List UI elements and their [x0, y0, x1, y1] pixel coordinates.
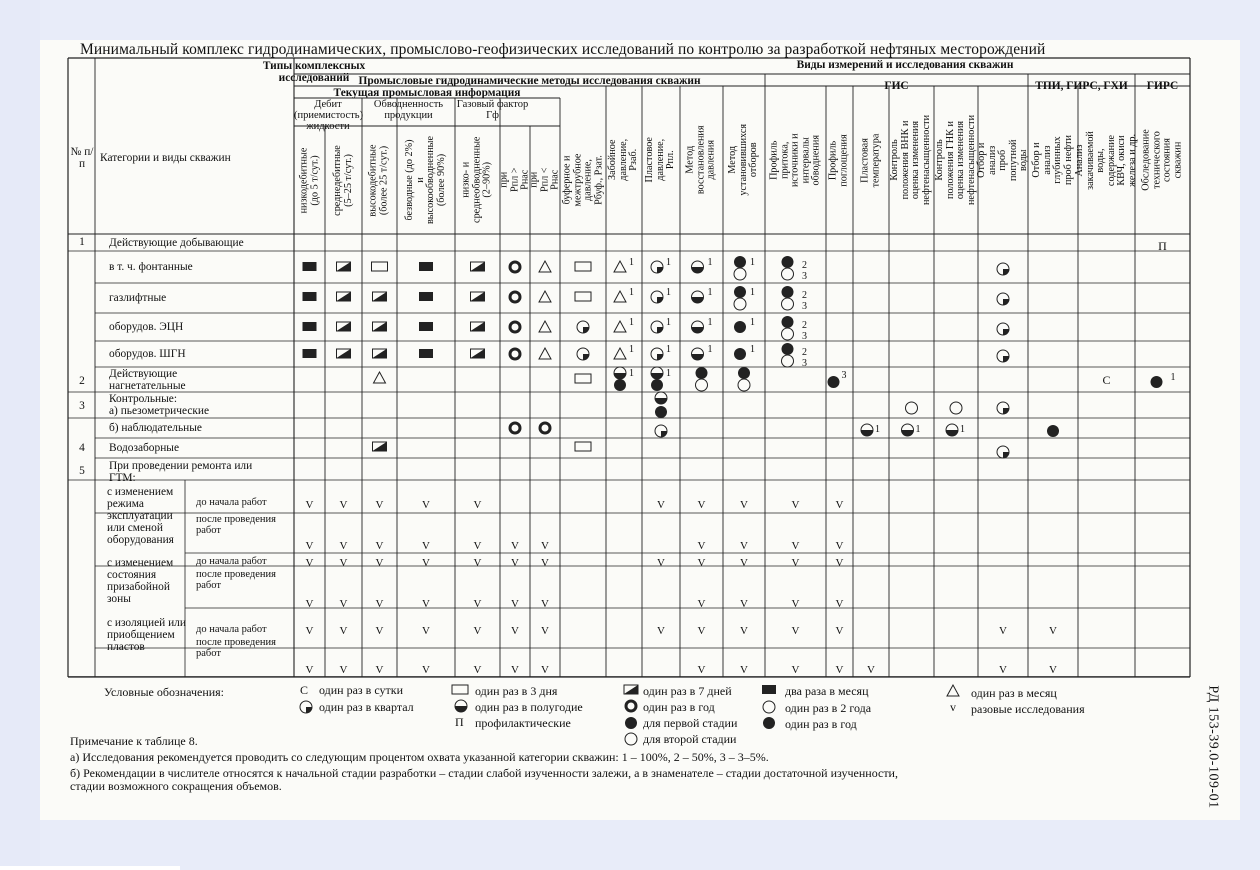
header-hydro: Промысловые гидродинамические методы исследования скважин [358, 75, 701, 87]
check-mark: V [697, 499, 706, 511]
check-mark: V [375, 540, 384, 552]
column-header-pressure-recovery: Метод восстановления давления [684, 125, 717, 195]
check-mark: V [422, 625, 430, 637]
check-mark: V [697, 664, 706, 676]
check-mark: V [422, 557, 430, 569]
check-mark: V [305, 499, 314, 511]
superscript: 3 [841, 370, 847, 381]
column-header-reservoir-pressure: Пластовое давление, Pпл. [644, 137, 677, 183]
check-mark: V [375, 625, 384, 637]
column-header-gas-below: при Pпл < Pнас [528, 167, 561, 193]
check-mark: V [339, 664, 348, 676]
legend-second-stage: для второй стадии [643, 732, 737, 746]
column-header-dry-or-high-water: безводные (до 2%) и высокообводненные (более 90%) [404, 135, 447, 225]
check-mark: V [867, 664, 875, 676]
check-mark: V [835, 540, 844, 552]
column-header-low-debit: низкодебитные (до 5 т/сут.) [298, 147, 320, 213]
check-mark: V [541, 540, 549, 552]
column-header-absorption-profile: Профиль поглощения [828, 133, 850, 187]
header-category: Категории и виды скважин [100, 152, 231, 164]
check-mark: V [305, 557, 314, 569]
superscript: 1 [666, 344, 671, 355]
row-3-label: Контрольные: [109, 393, 178, 405]
superscript: 1 [750, 344, 755, 355]
stage-after-3: после проведения работ [196, 637, 276, 659]
check-mark: V [473, 625, 482, 637]
check-mark: V [835, 664, 844, 676]
check-mark: V [740, 557, 748, 569]
check-mark: V [422, 540, 430, 552]
legend-title: Условные обозначения: [104, 685, 225, 699]
legend-monthly: один раз в месяц [971, 686, 1057, 700]
superscript: 1 [960, 424, 965, 435]
legend-daily: один раз в сутки [319, 683, 403, 697]
bottom-edge [0, 866, 180, 870]
row-4-num: 4 [79, 442, 85, 454]
header-gas: Газовый фактор Гф [456, 99, 529, 121]
note-c: стадии возможного сокращения объемов. [70, 779, 282, 793]
row-5-label: При проведении ремонта или ГТМ: [109, 460, 253, 484]
fraction-numerator: 2 [802, 260, 807, 271]
row-1-label: Действующие добывающие [109, 237, 244, 249]
row-shgn: оборудов. ШГН [109, 348, 186, 360]
legend-3-days: один раз в 3 дня [475, 684, 558, 698]
column-header-mid-debit: среднедебитные (5–25 т/сут.) [332, 144, 354, 216]
stage-after-1: после проведения работ [196, 514, 276, 536]
column-header-high-debit: высокодебитные (более 25 т/сут.) [368, 143, 390, 217]
check-mark: V [791, 557, 800, 569]
page-title: Минимальный комплекс гидродинамических, промыслово-геофизических исследований по контролю за разработкой нефтяных месторождений [80, 41, 1046, 58]
superscript: 1 [915, 424, 921, 435]
legend-c-letter: С [300, 683, 309, 697]
row-2-label: Действующие нагнетательные [109, 368, 186, 392]
check-mark: V [791, 540, 800, 552]
header-current: Текущая промысловая информация [333, 87, 521, 99]
check-mark: V [339, 557, 348, 569]
row-4-label: Водозаборные [109, 442, 180, 454]
check-mark: V [511, 664, 519, 676]
superscript: 1 [707, 257, 713, 268]
check-mark: V [999, 664, 1007, 676]
fraction-numerator: 2 [802, 347, 807, 358]
check-mark: V [305, 598, 314, 610]
stage-after-2: после проведения работ [196, 569, 276, 591]
row-3-num: 3 [79, 400, 85, 412]
header-num: № п/п [70, 146, 94, 170]
check-mark: V [305, 625, 314, 637]
check-mark: V [657, 625, 665, 637]
legend-first-stage: для первой стадии [643, 716, 738, 730]
check-mark: V [697, 540, 706, 552]
check-mark: V [835, 499, 844, 511]
check-mark: V [305, 664, 314, 676]
check-mark: V [740, 540, 748, 552]
fraction-numerator: 2 [802, 320, 807, 331]
row-3b-label: б) наблюдательные [109, 422, 202, 434]
note-title: Примечание к таблице 8. [70, 734, 198, 748]
group-2-label: с изменением состояния призабойной зоны [107, 557, 174, 605]
superscript: 1 [707, 344, 713, 355]
check-mark: V [541, 557, 549, 569]
column-header-steady-rate: Метод установившихся отборов [727, 124, 760, 196]
check-mark: V [339, 598, 348, 610]
row-2-num: 2 [79, 375, 85, 387]
row-1-num: 1 [79, 236, 85, 248]
fraction-numerator: 2 [802, 290, 807, 301]
check-mark: V [375, 499, 384, 511]
stage-before-3: до начала работ [196, 624, 267, 635]
note-b: б) Рекомендации в числителе относятся к начальной стадии разработки – стадии слабой изученности залежи, а в знаменателе – стадии достаточной изученности, [70, 766, 898, 780]
superscript: 1 [666, 317, 671, 328]
superscript: 1 [629, 317, 634, 328]
check-mark: V [375, 664, 384, 676]
header-gis: ГИС [884, 80, 909, 92]
column-header-oil-samples: Отбор и анализ глубинных проб нефти [1031, 135, 1074, 185]
header-girs: ГИРС [1146, 80, 1179, 92]
column-header-water-samples: Отбор и анализ проб попутной воды [975, 139, 1029, 181]
check-mark: V [473, 540, 482, 552]
fraction-denominator: 3 [802, 358, 807, 369]
check-mark: V [541, 625, 549, 637]
check-mark: V [473, 664, 482, 676]
check-mark: V [697, 625, 706, 637]
legend-quarterly: один раз в квартал [319, 700, 414, 714]
check-mark: V [791, 499, 800, 511]
legend-yearly-2: один раз в год [785, 717, 857, 731]
check-mark: V [657, 499, 665, 511]
note-a: а) Исследования рекомендуется проводить со следующим процентом охвата указанной категории скважин: 1 – 100%, 2 – 50%, 3 – 3–5%. [70, 750, 769, 764]
superscript: 1 [666, 368, 671, 379]
header-water: Обводненность продукции [373, 99, 444, 121]
prophylactic-mark: П [1158, 239, 1167, 253]
check-mark: V [473, 499, 482, 511]
check-mark: V [375, 598, 384, 610]
column-header-reservoir-temp: Пластовая температура [859, 133, 881, 187]
check-mark: V [697, 598, 706, 610]
check-mark: V [339, 499, 348, 511]
document-code: РД 153-39.0-109-01 [1206, 685, 1221, 809]
column-header-vnk-control: Контроль положения ВНК и оценка изменения нефтенасыщенности [889, 114, 933, 206]
check-mark: V [511, 625, 519, 637]
check-mark: V [541, 598, 549, 610]
legend-yearly: один раз в год [643, 700, 715, 714]
header-debit: Дебит (приемистость) жидкости [294, 99, 364, 132]
legend-v-letter: v [950, 700, 956, 714]
superscript: 1 [629, 368, 634, 379]
column-header-bottom-pressure: Забойное давление, Pзаб. [607, 139, 640, 181]
column-header-tech-state: Обследование технического состояния скважин [1140, 129, 1183, 191]
superscript: 1 [707, 287, 713, 298]
group-3-label: с изоляцией или приобщением пластов [107, 617, 186, 653]
check-mark: V [473, 598, 482, 610]
check-mark: V [422, 598, 430, 610]
check-mark: V [305, 540, 314, 552]
group-1-label: с изменением режима эксплуатации или сменой оборудования [107, 486, 174, 546]
check-mark: V [740, 499, 748, 511]
check-mark: V [473, 557, 482, 569]
check-mark: V [791, 664, 800, 676]
superscript: 1 [666, 287, 671, 298]
row-gaslift: газлифтные [109, 292, 167, 304]
check-mark: V [791, 598, 800, 610]
column-header-gnk-control: Контроль положения ГНК и оценка изменения нефтенасыщенности [934, 114, 977, 206]
legend-7-days: один раз в 7 дней [643, 684, 732, 698]
check-mark: V [740, 598, 748, 610]
row-fountain: в т. ч. фонтанные [109, 261, 193, 273]
check-mark: V [511, 557, 519, 569]
header-tpi: ТПИ, ГИРС, ГХИ [1035, 80, 1128, 92]
superscript: 1 [629, 257, 634, 268]
superscript: 1 [875, 424, 880, 435]
superscript: 1 [750, 317, 755, 328]
stage-before-2: до начала работ [196, 556, 267, 567]
check-mark: V [657, 557, 665, 569]
superscript: 1 [1170, 372, 1176, 383]
check-mark: V [740, 625, 748, 637]
row-3a-label: а) пьезометрические [109, 405, 210, 417]
check-mark: V [740, 664, 748, 676]
check-mark: V [999, 625, 1007, 637]
legend-twice-month: два раза в месяц [785, 684, 869, 698]
daily-mark: С [1102, 373, 1111, 387]
stage-before-1: до начала работ [196, 497, 267, 508]
fraction-denominator: 3 [802, 301, 807, 312]
superscript: 1 [629, 344, 634, 355]
superscript: 1 [707, 317, 713, 328]
column-header-gas-above: при Pпл > Pнас [498, 167, 531, 193]
check-mark: V [1049, 664, 1057, 676]
header-views: Виды измерений и исследования скважин [796, 59, 1014, 71]
check-mark: V [511, 598, 519, 610]
check-mark: V [422, 499, 430, 511]
fraction-denominator: 3 [802, 331, 807, 342]
superscript: 1 [629, 287, 634, 298]
legend-half-year: один раз в полугодие [475, 700, 583, 714]
legend-p-letter: П [455, 715, 464, 729]
legend-one-off: разовые исследования [971, 702, 1085, 716]
column-header-low-mid-water: низко- и среднеобводненные (2–90%) [460, 136, 493, 224]
check-mark: V [835, 557, 844, 569]
superscript: 1 [666, 257, 671, 268]
legend-2-years: один раз в 2 года [785, 701, 872, 715]
row-ecn: оборудов. ЭЦН [109, 321, 184, 333]
row-5-num: 5 [79, 465, 85, 477]
check-mark: V [375, 557, 384, 569]
left-margin [0, 0, 40, 870]
check-mark: V [835, 625, 844, 637]
column-header-buffer-pressure: буферное и межтрубное давление, Pбуф., Pзат. [561, 153, 604, 207]
header-types: Типы комплексных исследований [262, 60, 366, 84]
legend-prophylactic: профилактические [475, 716, 571, 730]
superscript: 1 [750, 257, 755, 268]
column-header-inflow-profile: Профиль притока, источники и интервалы обводнения [768, 133, 822, 187]
check-mark: V [541, 664, 549, 676]
check-mark: V [339, 540, 348, 552]
column-header-injected-water: Анализ закачиваемой воды, содержание КВЧ, окиси железа и др. [1074, 130, 1138, 190]
check-mark: V [791, 625, 800, 637]
check-mark: V [697, 557, 706, 569]
fraction-denominator: 3 [802, 271, 807, 282]
check-mark: V [1049, 625, 1057, 637]
superscript: 1 [750, 287, 755, 298]
check-mark: V [422, 664, 430, 676]
check-mark: V [339, 625, 348, 637]
check-mark: V [511, 540, 519, 552]
check-mark: V [835, 598, 844, 610]
